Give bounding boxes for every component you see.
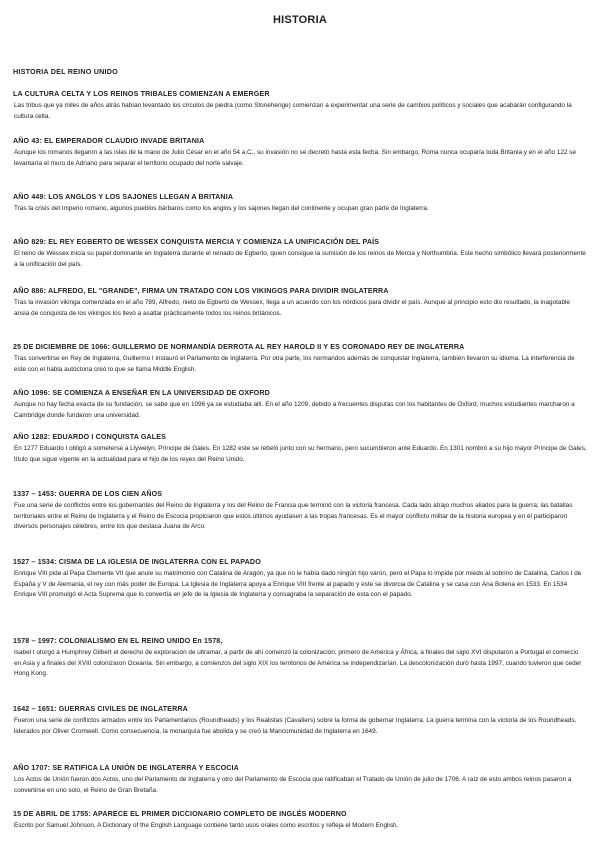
history-section [13,637,587,680]
section-text: Enrique VIII pide al Papa Clemente VII que anule su matrimonio con Catalina de Aragón, ya que no le había dado ningún hijo varón, pero el Papa lo impide por miedo al sobrino de Catalina, Carlos I de España y V de Alemania, el rey con más poder de Europa. La Iglesia de Inglaterra apoya a Enrique VIII frente al papado y este se divorcia de Catalina y se casa con Ana Bolena en 1533. En 1534 Enrique VIII promulgó el Acta Suprema que lo convertía en jefe de la Iglesia de Inglaterra y consagraba la separación de esta con el papado. [14,570,582,598]
history-section [13,287,587,319]
section-text: Las tribus que ya miles de años atrás habían levantado los círculos de piedra (como Stonehenge) comienzan a experimentar una serie de cambios políticos y sociales que acabarán configurando la cultura celta. [14,102,572,120]
history-section [13,193,587,215]
section-heading: LA CULTURA CELTA Y LOS REINOS TRIBALES COMIENZAN A EMERGER [13,90,270,98]
section-text: Escrito por Samuel Johnson, A Dictionary of the English Language contiene tanto usos orales como escritos y refleja el Modern English. [14,822,399,829]
section-text: Aunque los romanos llegaron a las islas de la mano de Julio César en el año 54 a.C., su invasión no se decretó hasta esta fecha. Sin embargo, Roma nunca ocuparía toda Britania y en el año 122 se levantaría el muro de Adriano para separar el territorio ocupado del norte salvaje. [14,149,577,167]
history-section [13,343,587,375]
history-section [13,764,587,796]
history-section [13,389,587,421]
section-text: Tras la crisis del Imperio romano, algunos pueblos bárbaros como los anglos y los sajones llegan del continente y ocupan gran parte de Inglaterra. [14,205,429,212]
section-heading: AÑO 1707: SE RATIFICA LA UNIÓN DE INGLATERRA Y ESCOCIA [13,764,239,772]
document-title: HISTORIA [273,14,327,26]
history-section [13,705,587,737]
history-section [13,490,587,533]
history-section [13,90,587,122]
section-text: Fueron una serie de conflictos armados entre los Parlamentarios (Roundheads) y los Realistas (Cavaliers) sobre la forma de gobernar Inglaterra. La guerra termina con la victoria de los Roundheads, liderados por Oliver Cromwell. Como consecuencia, la monarquía fue abolida y se creó la Mancomunidad de Inglaterra en 1649. [14,717,577,735]
history-section [13,433,587,465]
section-heading: AÑO 1096: SE COMIENZA A ENSEÑAR EN LA UNIVERSIDAD DE OXFORD [13,389,270,397]
section-text: Aunque no hay fecha exacta de su fundación, se sabe que en 1096 ya se estudiaba allí. En el año 1209, debido a frecuentes disputas con los habitantes de Oxford, muchos estudiantes marcharon a Cambridge donde fundaron una universidad. [14,401,575,419]
history-section [13,137,587,169]
history-section [13,238,587,270]
section-heading: 1527 – 1534: CISMA DE LA IGLESIA DE INGLATERRA CON EL PAPADO [13,558,261,566]
section-heading: 1337 – 1453: GUERRA DE LOS CIEN AÑOS [13,490,163,498]
section-text: Los Actos de Unión fueron dos Actos, uno del Parlamento de Inglaterra y otro del Parlamento de Escocia que ratificaban el Tratado de Unión de julio de 1706. A raíz de esto ambos reinos pasaron a convertirse en uno solo, el Reino de Gran Bretaña. [14,776,572,794]
section-text: Tras la invasión vikinga comenzada en el año 789, Alfredo, nieto de Egberto de Wessex, llega a un acuerdo con los nórdicos para dividir el país. Aunque al principio esto dio resultado, la inagotable ansia de conquista de los vikingos los llevó a asaltar prácticamente todos los reinos británicos. [14,299,570,317]
section-text: En 1277 Eduardo I obligó a someterse a Llywelyn, Príncipe de Gales. En 1282 este se rebeló junto con su hermano, pero sucumbieron ante Eduardo. En 1301 nombró a su hijo mayor Príncipe de Gales, título que sigue vigente en la actualidad para el hijo de los reyes del Reino Unido. [14,445,587,463]
history-section [13,810,587,832]
history-section [13,558,587,601]
section-heading: AÑO 886: ALFREDO, EL "GRANDE", FIRMA UN TRATADO CON LOS VIKINGOS PARA DIVIDIR INGLATERRA [13,287,389,295]
section-text: Fue una serie de conflictos entre los gobernantes del Reino de Inglaterra y los del Reino de Francia que terminó con la victoria francesa. Cada lado atrajo muchos aliados para la guerra; las batallas territoriales entre el Reino de Inglaterra y el Reino de Escocia propiciaron que estos últimos ayudasen a las tropas francesas. Es el mayor conflicto militar de la historia europea y en él participaron diversos personajes célebres, entre los que destaca Juana de Arco. [14,502,573,530]
section-heading: AÑO 1282: EDUARDO I CONQUISTA GALES [13,433,167,441]
section-heading: AÑO 829: EL REY EGBERTO DE WESSEX CONQUISTA MERCIA Y COMIENZA LA UNIFICACIÓN DEL PAÍS [13,238,380,246]
section-text: El reino de Wessex inicia su papel dominante en Inglaterra durante el reinado de Egberto, quien consigue la sumisión de los reinos de Mercia y Northumbria. Este hecho simbólico llevará posteriormente a la unificación del país. [14,250,586,268]
document-subtitle: HISTORIA DEL REINO UNIDO [13,67,118,76]
section-heading: 1642 – 1651: GUERRAS CIVILES DE INGLATERRA [13,705,188,713]
section-heading: 1578 – 1997: COLONIALISMO EN EL REINO UNIDO En 1578, [13,637,223,645]
section-text: Isabel I otorgó a Humphrey Gilbert el derecho de exploración de ultramar, a partir de ahí comenzó la colonización: primero de América y África, a finales del siglo XVI disputaron a Portugal el comercio en Asia y a finales del XVIII colonizaron Oceanía. Sin embargo, a comienzos del siglo XIX los territorios de América se independizarían. La descolonización duró hasta 1997, cuando tuvieron que ceder Hong Kong. [14,649,582,677]
section-heading: 25 DE DICIEMBRE DE 1066: GUILLERMO DE NORMANDÍA DERROTA AL REY HAROLD II Y ES CORONADO REY DE INGLATERRA [13,343,465,351]
section-heading: 15 DE ABRIL DE 1755: APARECE EL PRIMER DICCIONARIO COMPLETO DE INGLÉS MODERNO [13,810,347,818]
section-heading: AÑO 449: LOS ANGLOS Y LOS SAJONES LLEGAN A BRITANIA [13,193,234,201]
section-heading: AÑO 43: EL EMPERADOR CLAUDIO INVADE BRITANIA [13,137,205,145]
section-text: Tras convertirse en Rey de Inglaterra, Guillermo I instauró el Parlamento de Inglaterra. Por otra parte, los normandos además de conquistar Inglaterra, también llevaron su idioma. La interferencia de este con el habla autóctona creó lo que se llama Middle English. [14,355,575,373]
